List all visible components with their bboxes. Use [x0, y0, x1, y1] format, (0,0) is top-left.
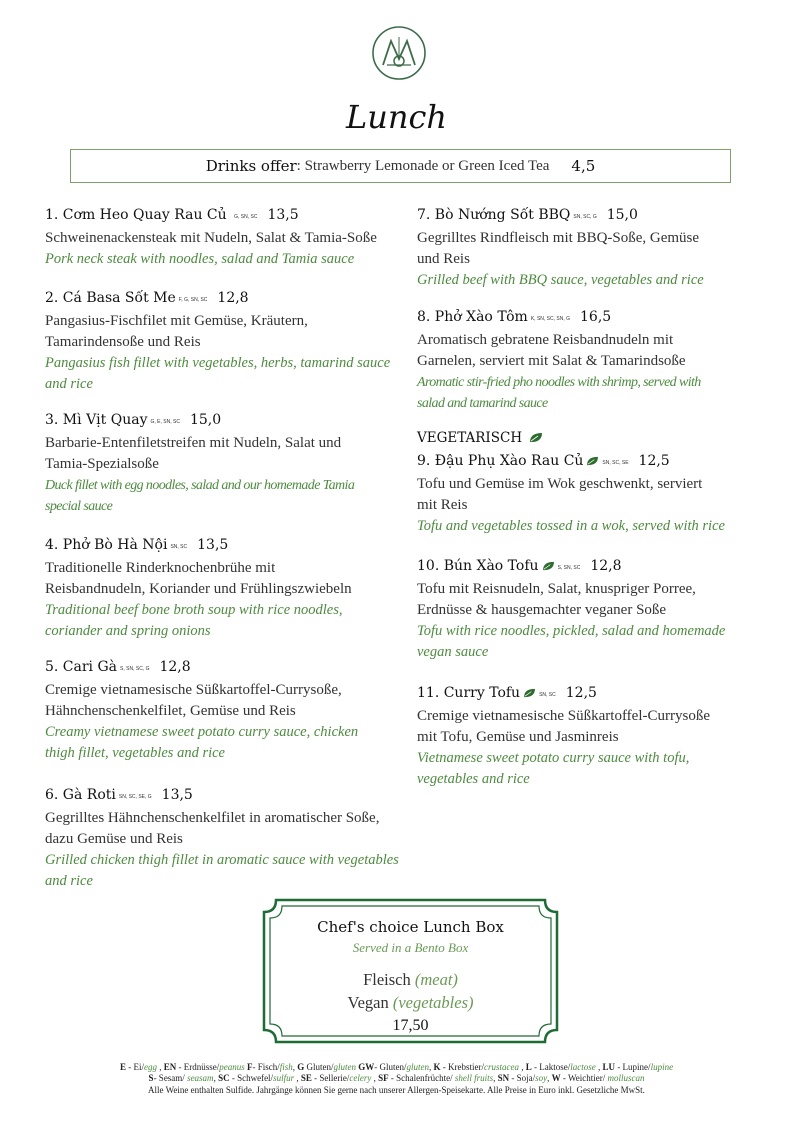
- menu-item-description-de: Cremige vietnamesische Süßkartoffel-Currysoße,: [45, 682, 342, 698]
- allergen-separator: ,: [371, 1073, 379, 1083]
- menu-item: [417, 205, 767, 291]
- menu-item-header: [417, 556, 767, 579]
- allergen-name-de: - Sellerie/: [311, 1073, 350, 1083]
- menu-item-name: 6. Gà Roti: [45, 787, 116, 803]
- menu-item-price: 12,5: [565, 685, 597, 701]
- menu-item-header: [45, 288, 405, 311]
- vegan-leaf-icon: [586, 456, 599, 466]
- allergen-separator: ,: [493, 1073, 498, 1083]
- allergen-name-de: - Sesam/: [153, 1073, 188, 1083]
- menu-item-allergens: SN, SC, G: [573, 214, 597, 220]
- menu-item-header: [45, 657, 405, 680]
- menu-item-allergens: F, G, SN, SC: [178, 297, 208, 303]
- menu-item-description-en: Duck fillet with egg noodles, salad and our homemade Tamia: [45, 478, 355, 493]
- allergen-legend-line-2: [0, 1073, 793, 1084]
- allergen-separator: ,: [519, 1062, 526, 1072]
- allergen-name-en: peanus: [219, 1062, 245, 1072]
- menu-item: [45, 785, 405, 892]
- menu-item-description-de: Barbarie-Entenfiletstreifen mit Nudeln, Salat und: [45, 435, 342, 451]
- menu-item-name: 7. Bò Nướng Sốt BBQ: [417, 207, 571, 223]
- page-title: Lunch: [346, 98, 447, 136]
- allergen-name-de: - Weichtier/: [560, 1073, 608, 1083]
- allergen-code: L: [525, 1062, 532, 1072]
- vegan-leaf-icon: [523, 688, 536, 698]
- menu-item-header: [45, 205, 405, 228]
- menu-item-allergens: G, SN, SC: [234, 214, 258, 220]
- leaf-icon: [529, 432, 543, 443]
- menu-item-price: 13,5: [161, 787, 193, 803]
- lunch-box-price: 17,50: [392, 1017, 429, 1034]
- drinks-offer-text: : Strawberry Lemonade or Green Iced Tea: [296, 157, 550, 174]
- menu-item: [417, 556, 767, 663]
- menu-item-description-en: special sauce: [45, 499, 113, 514]
- menu-item-description-en: Vietnamese sweet potato curry sauce with tofu,: [417, 750, 690, 766]
- allergen-code: K: [433, 1062, 441, 1072]
- menu-item-price: 12,5: [638, 453, 670, 469]
- menu-item-name: 4. Phở Bò Hà Nội: [45, 537, 168, 553]
- menu-item-description-en: Tofu and vegetables tossed in a wok, served with rice: [417, 518, 725, 534]
- menu-item-header: [45, 535, 405, 558]
- allergen-separator: ,: [547, 1073, 552, 1083]
- menu-item-description-en: Grilled beef with BBQ sauce, vegetables and rice: [417, 272, 704, 288]
- allergen-name-en: seasam: [187, 1073, 214, 1083]
- menu-item-description-en: Creamy vietnamese sweet potato curry sauce, chicken: [45, 724, 359, 740]
- menu-item-name: 2. Cá Basa Sốt Me: [45, 290, 176, 306]
- menu-item-header: [45, 785, 405, 808]
- lunch-box-meat-option: Fleisch (meat): [363, 970, 458, 989]
- menu-item-price: 13,5: [197, 537, 229, 553]
- menu-item-description-en: Tofu with rice noodles, pickled, salad and homemade: [417, 623, 726, 639]
- allergen-name-de: - Fisch/: [252, 1062, 280, 1072]
- menu-item-description-en: and rice: [45, 873, 93, 889]
- allergen-name-en: lactose: [570, 1062, 596, 1072]
- allergen-separator: ,: [429, 1062, 434, 1072]
- menu-item: [45, 657, 405, 764]
- allergen-name-en: crustacea: [484, 1062, 520, 1072]
- allergen-name-de: - Lupine/: [615, 1062, 651, 1072]
- drinks-offer-banner: [70, 149, 731, 183]
- menu-item-name: 3. Mì Vịt Quay: [45, 412, 148, 428]
- allergen-separator: ,: [595, 1062, 603, 1072]
- footer-note: Alle Weine enthalten Sulfide. Jahrgänge können Sie gerne nach unserer Allergen-Speisekarte. Alle Preise in Euro inkl. Gesetzliche MwSt.: [148, 1085, 645, 1095]
- menu-item-description-de: Gegrilltes Hähnchenschenkelfilet in aromatischer Soße,: [45, 810, 380, 826]
- vegan-leaf-icon: [542, 561, 555, 571]
- allergen-code: SN: [497, 1073, 510, 1083]
- menu-item-description-de: Tofu mit Reisnudeln, Salat, knuspriger Porree,: [417, 581, 696, 597]
- menu-item-description-de: Aromatisch gebratene Reisbandnudeln mit: [417, 332, 674, 348]
- menu-item-description-de: Erdnüsse & hausgemachter veganer Soße: [417, 602, 667, 618]
- menu-item-name: 5. Cari Gà: [45, 659, 118, 675]
- allergen-name-en: celery: [349, 1073, 372, 1083]
- allergen-name-de: - Krebstier/: [440, 1062, 485, 1072]
- menu-item-allergens: SN, SC: [170, 544, 188, 550]
- allergen-code: GW: [358, 1062, 375, 1072]
- menu-item-description-de: Schweinenackensteak mit Nudeln, Salat & Tamia-Soße: [45, 230, 377, 246]
- allergen-code: SF: [378, 1073, 389, 1083]
- vegetarian-heading: VEGETARISCH: [417, 430, 543, 446]
- allergen-name-en: molluscan: [607, 1073, 645, 1083]
- menu-item-description-de: Hähnchenschenkelfilet, Gemüse und Reis: [45, 703, 296, 719]
- allergen-separator: ,: [156, 1062, 164, 1072]
- menu-item-name: 1. Cơm Heo Quay Rau Củ: [45, 207, 232, 223]
- menu-item-description-en: vegan sauce: [417, 644, 489, 660]
- menu-item-description-de: Tamarindensoße und Reis: [45, 334, 201, 350]
- allergen-separator: ,: [213, 1073, 219, 1083]
- menu-item-header: [417, 451, 767, 474]
- menu-item: [45, 205, 405, 270]
- menu-item-description-en: Pork neck steak with noodles, salad and Tamia sauce: [45, 251, 355, 267]
- lunch-box-panel: [262, 898, 559, 1044]
- lunch-box-vegan-option: Vegan (vegetables): [347, 993, 474, 1012]
- menu-item-price: 15,0: [189, 412, 222, 428]
- menu-item-allergens: G, E, SN, SC: [150, 419, 180, 425]
- allergen-code: F: [246, 1062, 253, 1072]
- menu-item-name: 9. Đậu Phụ Xào Rau Củ: [417, 453, 584, 469]
- menu-item-description-de: Reisbandnudeln, Koriander und Frühlingszwiebeln: [45, 581, 352, 597]
- allergen-code: W: [551, 1073, 561, 1083]
- menu-item-description-de: dazu Gemüse und Reis: [45, 831, 183, 847]
- menu-item: [417, 451, 767, 537]
- menu-item-description-de: Pangasius-Fischfilet mit Gemüse, Kräutern,: [45, 313, 308, 329]
- allergen-code: EN: [163, 1062, 177, 1072]
- menu-item-name: 11. Curry Tofu: [417, 685, 521, 701]
- menu-item-price: 12,8: [217, 290, 249, 306]
- menu-item-allergens: S, SN, SC: [557, 565, 581, 571]
- menu-item-description-en: Grilled chicken thigh fillet in aromatic sauce with vegetables: [45, 852, 399, 868]
- allergen-name-en: sulfur: [273, 1073, 295, 1083]
- lunch-box-title: Chef's choice Lunch Box: [317, 918, 504, 936]
- menu-item-description-de: mit Tofu, Gemüse und Jasminreis: [417, 729, 619, 745]
- menu-item: [45, 288, 405, 395]
- menu-item-description-de: Tamia-Spezialsoße: [45, 456, 159, 472]
- menu-item-allergens: SN, SC: [539, 692, 556, 698]
- menu-item-allergens: K, SN, SC, SN, G: [530, 316, 571, 322]
- allergen-name-de: - Laktose/: [531, 1062, 571, 1072]
- menu-item: [45, 410, 405, 517]
- menu-item-header: [417, 683, 767, 706]
- allergen-name-de: - Schalenfrüchte/: [388, 1073, 455, 1083]
- menu-item: [417, 307, 767, 414]
- menu-item-description-de: und Reis: [417, 251, 470, 267]
- menu-item-header: [417, 205, 767, 228]
- menu-item-price: 12,8: [590, 558, 622, 574]
- menu-item-description-en: Pangasius fish fillet with vegetables, herbs, tamarind sauce: [45, 355, 391, 371]
- menu-item-name: 8. Phở Xào Tôm: [417, 309, 528, 325]
- menu-item-allergens: SN, SC, SE: [602, 460, 629, 466]
- menu-item-description-de: mit Reis: [417, 497, 468, 513]
- menu-item-price: 13,5: [267, 207, 299, 223]
- menu-item-description-en: vegetables and rice: [417, 771, 530, 787]
- allergen-legend-line-1: [0, 1062, 793, 1073]
- menu-item: [45, 535, 405, 642]
- allergen-name-en: gluten: [333, 1062, 357, 1072]
- lunch-box-subtitle: Served in a Bento Box: [352, 940, 469, 955]
- allergen-code: LU: [602, 1062, 616, 1072]
- allergen-code: G: [297, 1062, 305, 1072]
- allergen-code: E: [119, 1062, 126, 1072]
- allergen-name-de: - Ei/: [125, 1062, 144, 1072]
- allergen-name-en: fish: [279, 1062, 293, 1072]
- allergen-code: S: [148, 1073, 154, 1083]
- allergen-separator: ,: [292, 1062, 298, 1072]
- drinks-offer-price: 4,5: [571, 157, 596, 175]
- menu-item-description-de: Gegrilltes Rindfleisch mit BBQ-Soße, Gemüse: [417, 230, 700, 246]
- allergen-name-de: - Gluten/: [374, 1062, 407, 1072]
- allergen-name-de: - Erdnüsse/: [176, 1062, 220, 1072]
- allergen-name-en: soy: [535, 1073, 548, 1083]
- menu-item-description-de: Traditionelle Rinderknochenbrühe mit: [45, 560, 276, 576]
- menu-item-description-en: Traditional beef bone broth soup with rice noodles,: [45, 602, 343, 618]
- allergen-name-en: gluten: [406, 1062, 430, 1072]
- menu-item-description-de: Cremige vietnamesische Süßkartoffel-Currysoße: [417, 708, 710, 724]
- menu-item-name: 10. Bún Xào Tofu: [417, 558, 539, 574]
- allergen-name-en: egg: [143, 1062, 157, 1072]
- menu-item-description-en: thigh fillet, vegetables and rice: [45, 745, 225, 761]
- menu-item-description-en: coriander and spring onions: [45, 623, 211, 639]
- menu-item-header: [417, 307, 767, 330]
- allergen-name-en: shell fruits: [454, 1073, 494, 1083]
- allergen-name-de: Gluten/: [304, 1062, 334, 1072]
- drinks-offer-label: Drinks offer: [205, 157, 297, 175]
- menu-item-price: 15,0: [606, 207, 638, 223]
- menu-item-description-en: Aromatic stir-fried pho noodles with shrimp, served with: [417, 375, 701, 390]
- restaurant-logo: [371, 25, 427, 81]
- menu-item-price: 12,8: [159, 659, 191, 675]
- allergen-name-en: lupine: [650, 1062, 674, 1072]
- menu-item-description-de: Garnelen, serviert mit Salat & Tamarindsoße: [417, 353, 686, 369]
- allergen-separator: ,: [294, 1073, 301, 1083]
- menu-item-price: 16,5: [580, 309, 612, 325]
- menu-item: [417, 683, 767, 790]
- allergen-code: SC: [218, 1073, 230, 1083]
- menu-item-allergens: S, SN, SC, G: [120, 666, 150, 672]
- menu-item-description-en: and rice: [45, 376, 93, 392]
- allergen-name-de: - Schwefel/: [229, 1073, 274, 1083]
- allergen-name-de: - Soja/: [509, 1073, 536, 1083]
- menu-item-header: [45, 410, 405, 433]
- menu-item-description-en: salad and tamarind sauce: [417, 396, 548, 411]
- menu-item-description-de: Tofu und Gemüse im Wok geschwenkt, serviert: [417, 476, 703, 492]
- menu-item-allergens: SN, SC, SE, G: [118, 794, 152, 800]
- allergen-code: SE: [300, 1073, 312, 1083]
